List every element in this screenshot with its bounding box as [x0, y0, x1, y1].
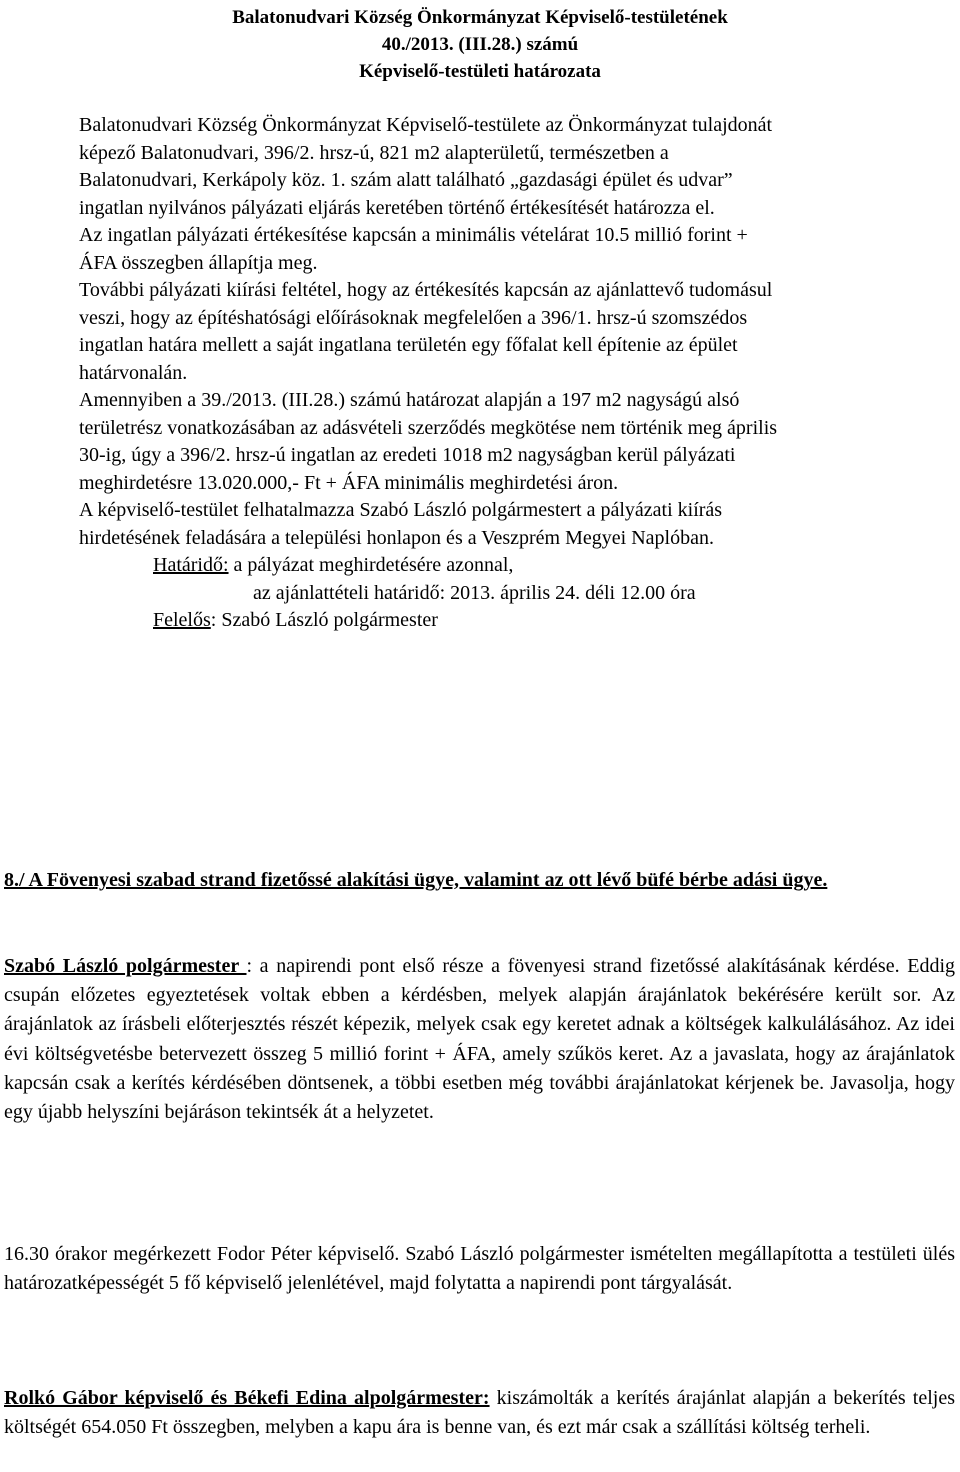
- responsible-label: Felelős: [153, 609, 211, 631]
- paragraph-text: kiszámolták a kerítés árajánlat alapján a bekerítés teljes költségét 654.050 Ft összegben, melyben a kapu ára is benne van, és ezt már csak a szállítási költség terheli.: [4, 1387, 955, 1439]
- deadline-line-2: az ajánlattételi határidő: 2013. április 24. déli 12.00 óra: [253, 581, 696, 604]
- paragraph-text: : a napirendi pont első része a fövenyesi strand fizetőssé alakításának kérdése. Eddig csupán előzetes egyeztetések voltak ebben a kérdésben, melyek alapján árajánlatok bekérésére került sor. Az árajánlatok az írásbeli előterjesztés részét képezik, melyek csak egy keretet adnak a költségek kalkulálásához. Az idei évi költségvetésbe betervezett összeg 5 millió forint + ÁFA, amely szűkös keret. Az a javaslata, hogy az árajánlatok kapcsán csak a kerítés kérdésében döntsenek, a többi esetben még további árajánlatokat kérjenek be. Javasolja, hogy egy újabb helyszíni bejáráson tekintsék át a helyzetet.: [4, 955, 955, 1124]
- deadline-text: a pályázat meghirdetésére azonnal,: [228, 554, 514, 576]
- resolution-paragraph-5: A képviselő-testület felhatalmazza Szabó László polgármestert a pályázati kiírás hirdetésének feladására a települési honlapon és a Veszprém Megyei Naplóban.: [79, 499, 723, 549]
- resolution-paragraph-2: Az ingatlan pályázati értékesítése kapcsán a minimális vételárat 10.5 millió forint + ÁFA összegben állapítja meg.: [79, 224, 748, 274]
- responsible-line: [79, 607, 779, 635]
- speaker-name: Szabó László polgármester: [4, 955, 247, 977]
- minutes-paragraph-3: [4, 1384, 955, 1442]
- deadline-label: Határidő:: [153, 554, 229, 576]
- resolution-paragraph-3: További pályázati kiírási feltétel, hogy az értékesítés kapcsán az ajánlattevő tudomásul veszi, hogy az építéshatósági előírásoknak megfelelően a 396/1. hrsz-ú szomszédos ingatlan határa mellett a saját ingatlana területén egy főfalat kell építenie az épület határvonalán.: [79, 279, 773, 384]
- resolution-paragraph-4: Amennyiben a 39./2013. (III.28.) számú határozat alapján a 197 m2 nagyságú alsó területrész vonatkozásában az adásvételi szerződés megkötése nem történik meg április 30-ig, úgy a 396/2. hrsz-ú ingatlan az eredeti 1018 m2 nagyságban kerül pályázati meghirdetésre 13.020.000,- Ft + ÁFA minimális meghirdetési áron.: [79, 389, 778, 494]
- title-line-1: Balatonudvari Község Önkormányzat Képviselő-testületének: [232, 7, 728, 28]
- resolution-paragraph-1: Balatonudvari Község Önkormányzat Képviselő-testülete az Önkormányzat tulajdonát képező Balatonudvari, 396/2. hrsz-ú, 821 m2 alapterületű, természetben a Balatonudvari, Kerkápoly köz. 1. szám alatt található „gazdasági épület és udvar” ingatlan nyilvános pályázati eljárás keretében történő értékesítését határozza el.: [79, 114, 773, 219]
- deadline-line: [79, 552, 779, 580]
- title-line-2: 40./2013. (III.28.) számú: [381, 34, 579, 55]
- agenda-heading: 8./ A Fövenyesi szabad strand fizetőssé alakítási ügye, valamint az ott lévő büfé bérbe adási ügye.: [4, 869, 828, 891]
- resolution-body: [79, 112, 779, 635]
- title-line-3: Képviselő-testületi határozata: [359, 61, 601, 82]
- minutes-paragraph-1: [4, 952, 955, 1127]
- speaker-name: Rolkó Gábor képviselő és Békefi Edina alpolgármester:: [4, 1387, 490, 1409]
- minutes-paragraph-2: 16.30 órakor megérkezett Fodor Péter képviselő. Szabó László polgármester ismételten megállapította a testületi ülés határozatképességét 5 fő képviselő jelenlétével, majd folytatta a napirendi pont tárgyalását.: [4, 1243, 955, 1295]
- responsible-text: : Szabó László polgármester: [210, 609, 438, 631]
- resolution-title: [0, 4, 960, 85]
